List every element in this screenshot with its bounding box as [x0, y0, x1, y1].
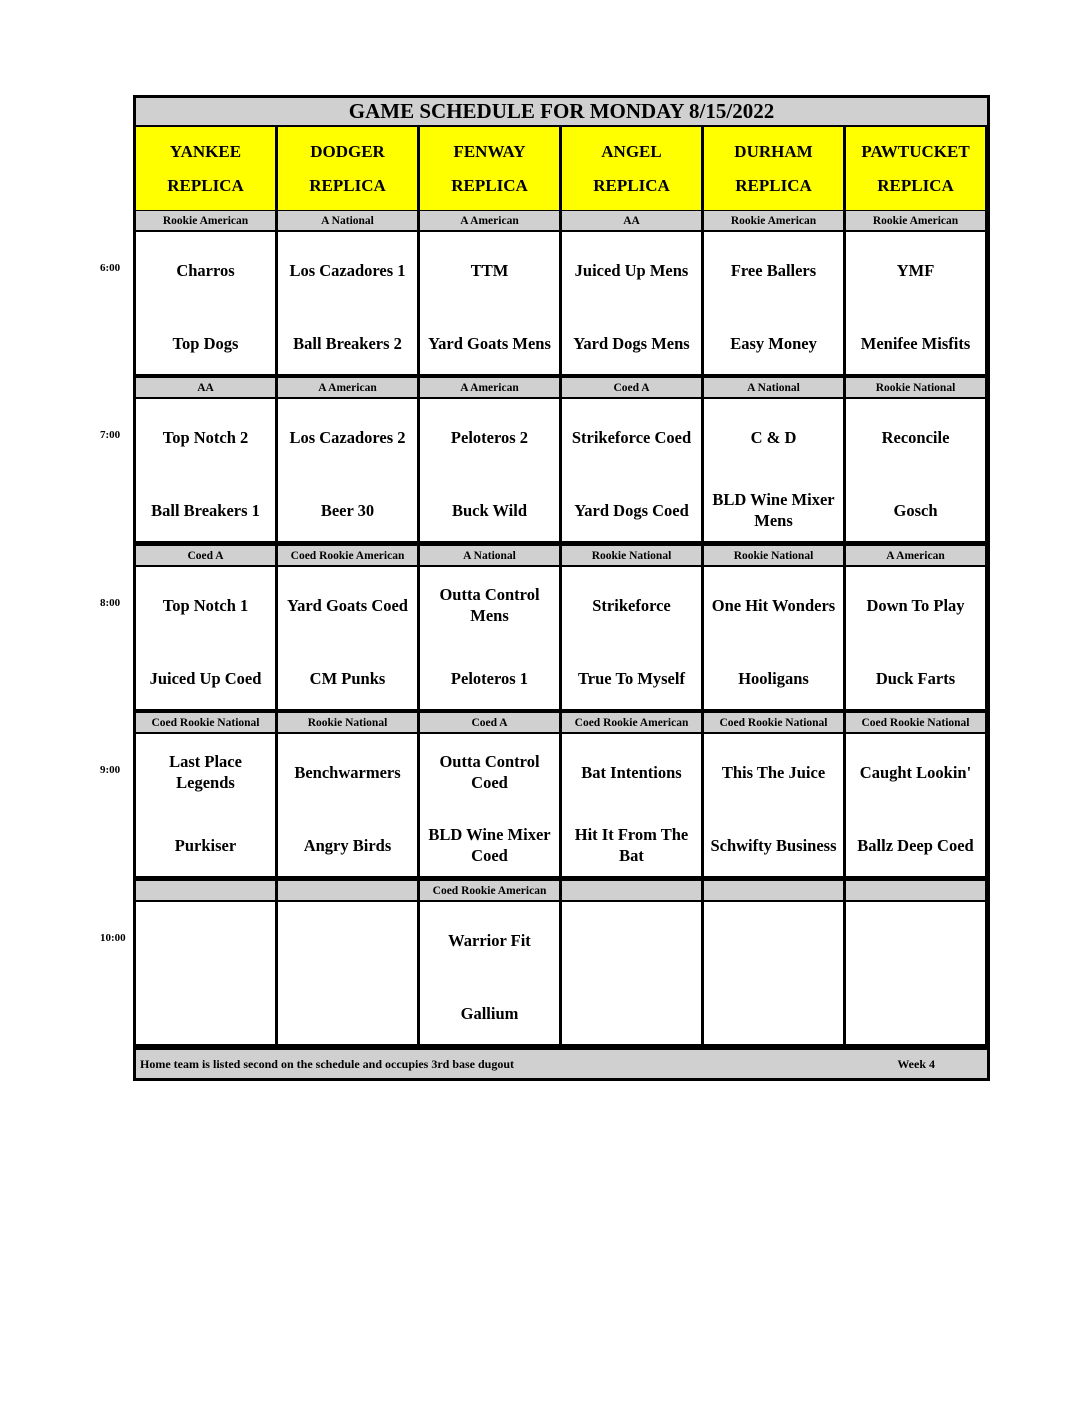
away-team: Yard Goats Coed — [286, 595, 408, 615]
home-team: BLD Wine Mixer Mens — [712, 490, 835, 530]
field-name: FENWAY — [453, 141, 526, 161]
home-team: CM Punks — [309, 668, 386, 688]
field-header-fenway — [420, 127, 559, 210]
field-header-durham — [704, 127, 843, 210]
field-header-dodger — [278, 127, 417, 210]
away-team: One Hit Wonders — [711, 595, 836, 615]
game-cell — [420, 734, 559, 876]
division-label — [278, 881, 417, 900]
home-team: Yard Dogs Coed — [574, 500, 689, 520]
division-label: Coed Rookie National — [136, 713, 275, 732]
home-team: Juiced Up Coed — [149, 668, 262, 688]
game-cell — [704, 399, 843, 541]
division-label: A American — [420, 211, 559, 230]
home-team: Peloteros 1 — [450, 668, 529, 688]
division-label: A American — [420, 378, 559, 397]
home-team — [278, 990, 417, 1036]
game-cell — [278, 734, 417, 876]
home-team: Yard Dogs Mens — [573, 333, 690, 353]
field-name: PAWTUCKET — [861, 141, 970, 161]
away-team: Last Place Legends — [169, 752, 242, 792]
away-team: Los Cazadores 1 — [289, 260, 406, 280]
away-team — [704, 917, 843, 963]
division-label: Coed Rookie American — [562, 713, 701, 732]
division-label: Coed Rookie National — [846, 713, 985, 732]
division-label — [846, 881, 985, 900]
game-cell — [278, 232, 417, 374]
game-cell — [704, 902, 843, 1044]
field-subtitle: REPLICA — [309, 175, 386, 195]
away-team — [562, 917, 701, 963]
home-team: True To Myself — [578, 668, 685, 688]
away-team: Los Cazadores 2 — [289, 427, 406, 447]
away-team: Free Ballers — [730, 260, 817, 280]
game-cell — [136, 232, 275, 374]
away-team: Down To Play — [866, 595, 965, 615]
game-cell — [136, 567, 275, 709]
game-cell — [562, 902, 701, 1044]
home-team — [562, 990, 701, 1036]
away-team: Benchwarmers — [294, 762, 401, 782]
home-team: Beer 30 — [320, 500, 375, 520]
field-name: DODGER — [310, 141, 385, 161]
away-team: This The Juice — [721, 762, 826, 782]
division-label — [136, 881, 275, 900]
home-team: Ball Breakers 1 — [151, 500, 260, 520]
game-cell — [846, 734, 985, 876]
game-cell — [420, 902, 559, 1044]
game-cell — [704, 567, 843, 709]
game-cell — [278, 399, 417, 541]
away-team: Caught Lookin' — [859, 762, 972, 782]
game-cell — [136, 734, 275, 876]
away-team: TTM — [470, 260, 509, 280]
field-header-angel — [562, 127, 701, 210]
away-team — [136, 917, 275, 963]
home-team — [136, 990, 275, 1036]
home-team: Angry Birds — [303, 835, 392, 855]
game-cell — [136, 902, 275, 1044]
division-label: Rookie American — [704, 211, 843, 230]
time-label: 10:00 — [100, 932, 126, 944]
field-subtitle: REPLICA — [167, 175, 244, 195]
field-name: YANKEE — [169, 141, 242, 161]
division-label: A National — [704, 378, 843, 397]
division-label: AA — [562, 211, 701, 230]
home-team: Hit It From The Bat — [574, 825, 689, 865]
away-team: Warrior Fit — [448, 930, 531, 950]
away-team: Strikeforce — [592, 595, 671, 615]
away-team — [846, 917, 985, 963]
field-name: DURHAM — [734, 141, 813, 161]
time-label: 9:00 — [100, 764, 121, 776]
division-label: Rookie American — [846, 211, 985, 230]
home-team: Ball Breakers 2 — [293, 333, 402, 353]
division-label: A American — [278, 378, 417, 397]
home-team: Schwifty Business — [710, 835, 837, 855]
field-subtitle: REPLICA — [451, 175, 528, 195]
away-team: Strikeforce Coed — [571, 427, 692, 447]
page-title: GAME SCHEDULE FOR MONDAY 8/15/2022 — [136, 98, 987, 125]
home-team: Menifee Misfits — [860, 333, 971, 353]
game-cell — [420, 232, 559, 374]
division-label: Coed Rookie American — [278, 546, 417, 565]
division-label: A American — [846, 546, 985, 565]
game-cell — [562, 567, 701, 709]
away-team: YMF — [896, 260, 935, 280]
away-team: C & D — [750, 427, 797, 447]
home-team: Gosch — [893, 500, 938, 520]
game-cell — [846, 902, 985, 1044]
division-label: Coed A — [420, 713, 559, 732]
home-team: Ballz Deep Coed — [857, 835, 974, 855]
division-label — [704, 881, 843, 900]
away-team: Top Notch 1 — [162, 595, 249, 615]
home-team — [846, 990, 985, 1036]
footer-note-bar — [136, 1050, 987, 1078]
home-team: Gallium — [460, 1003, 519, 1023]
game-cell — [704, 232, 843, 374]
game-cell — [846, 567, 985, 709]
away-team: Outta Control Mens — [439, 585, 540, 625]
away-team — [278, 917, 417, 963]
game-cell — [278, 567, 417, 709]
division-label: Rookie National — [846, 378, 985, 397]
division-label: Rookie National — [278, 713, 417, 732]
home-team: Hooligans — [738, 668, 809, 688]
time-label: 8:00 — [100, 597, 121, 609]
game-cell — [278, 902, 417, 1044]
division-label: Rookie American — [136, 211, 275, 230]
division-label: A National — [420, 546, 559, 565]
home-team — [704, 990, 843, 1036]
home-team: Duck Farts — [875, 668, 956, 688]
time-label: 6:00 — [100, 262, 121, 274]
home-team: BLD Wine Mixer Coed — [428, 825, 551, 865]
division-label: Coed Rookie National — [704, 713, 843, 732]
game-cell — [562, 399, 701, 541]
division-label: Coed A — [562, 378, 701, 397]
home-team: Easy Money — [730, 333, 817, 353]
division-label: AA — [136, 378, 275, 397]
field-name: ANGEL — [601, 141, 662, 161]
week-label: Week 4 — [897, 1056, 935, 1071]
game-cell — [704, 734, 843, 876]
division-label: Coed A — [136, 546, 275, 565]
field-header-pawtucket — [846, 127, 985, 210]
field-subtitle: REPLICA — [593, 175, 670, 195]
field-subtitle: REPLICA — [877, 175, 954, 195]
game-cell — [846, 399, 985, 541]
game-cell — [846, 232, 985, 374]
game-cell — [420, 399, 559, 541]
away-team: Reconcile — [881, 427, 950, 447]
home-team: Purkiser — [174, 835, 237, 855]
footer-note: Home team is listed second on the schedule and occupies 3rd base dugout — [140, 1056, 515, 1071]
division-label: Coed Rookie American — [420, 881, 559, 900]
game-cell — [562, 232, 701, 374]
field-header-yankee — [136, 127, 275, 210]
away-team: Charros — [176, 260, 235, 280]
division-label: A National — [278, 211, 417, 230]
time-label: 7:00 — [100, 429, 121, 441]
away-team: Bat Intentions — [581, 762, 682, 782]
field-subtitle: REPLICA — [735, 175, 812, 195]
home-team: Yard Goats Mens — [428, 333, 551, 353]
division-label: Rookie National — [562, 546, 701, 565]
away-team: Juiced Up Mens — [574, 260, 689, 280]
away-team: Top Notch 2 — [162, 427, 249, 447]
schedule-table — [133, 95, 990, 1081]
division-label — [562, 881, 701, 900]
home-team: Buck Wild — [451, 500, 528, 520]
away-team: Outta Control Coed — [439, 752, 540, 792]
game-cell — [420, 567, 559, 709]
away-team: Peloteros 2 — [450, 427, 529, 447]
home-team: Top Dogs — [172, 333, 239, 353]
game-cell — [562, 734, 701, 876]
division-label: Rookie National — [704, 546, 843, 565]
game-cell — [136, 399, 275, 541]
